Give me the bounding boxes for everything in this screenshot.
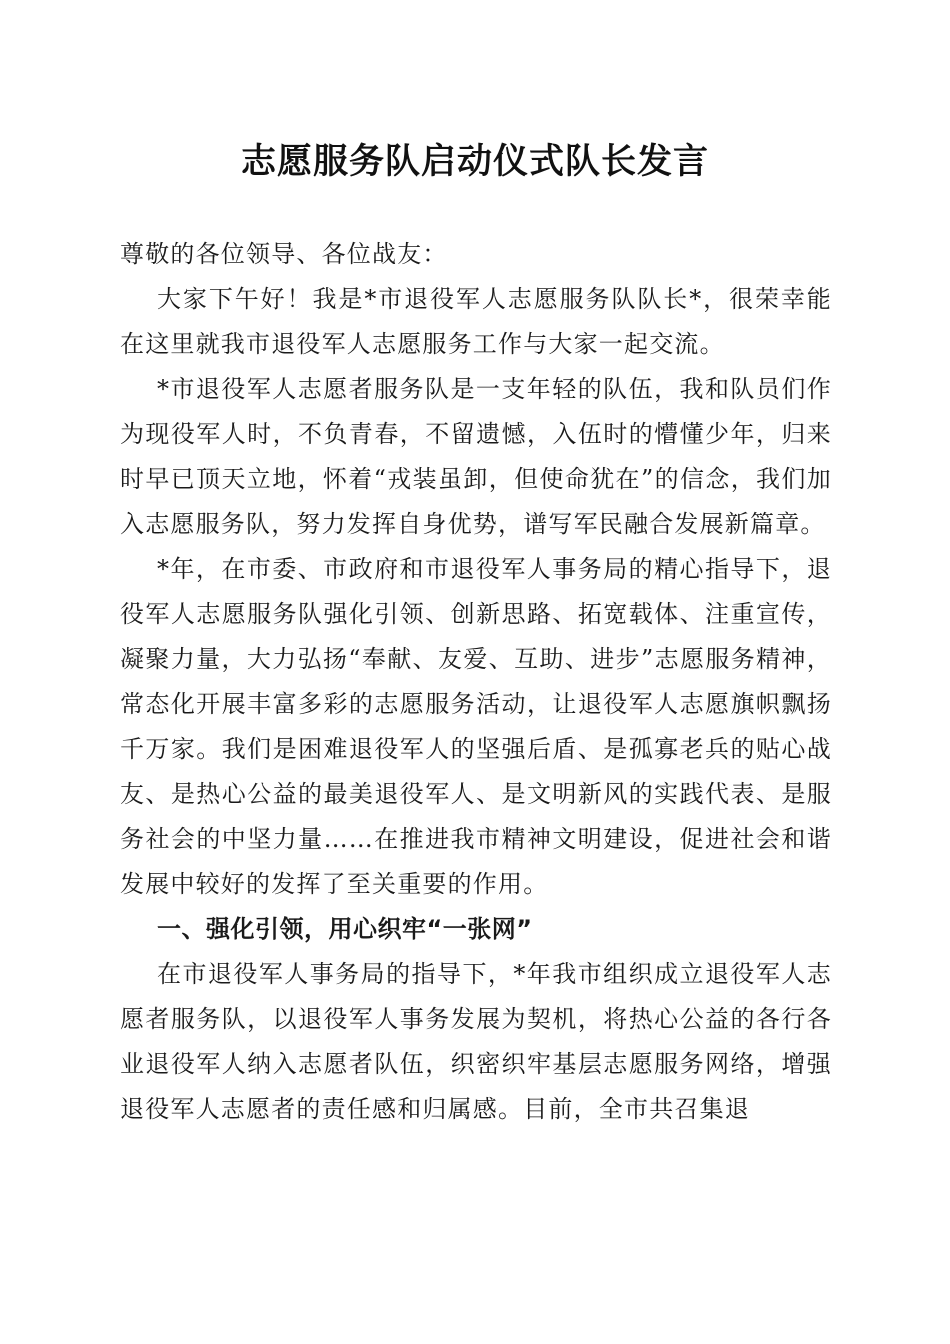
paragraph-team-intro: *市退役军人志愿者服务队是一支年轻的队伍，我和队员们作为现役军人时，不负青春，不留遗憾，入伍时的懵懂少年，归来时早已顶天立地，怀着“戎装虽卸，但使命犹在”的信念，我们加入志愿服务队，努力发挥自身优势，谱写军民融合发展新篇章。: [120, 375, 832, 538]
salutation: 尊敬的各位领导、各位战友：: [120, 240, 448, 268]
paragraph-greeting: 大家下午好！我是*市退役军人志愿服务队队长*，很荣幸能在这里就我市退役军人志愿服务工作与大家一起交流。: [120, 285, 832, 358]
document-title: 志愿服务队启动仪式队长发言: [240, 141, 709, 182]
section-heading: 一、强化引领，用心织牢“一张网”: [157, 915, 533, 943]
document-body: [120, 232, 832, 1132]
paragraph-achievements: *年，在市委、市政府和市退役军人事务局的精心指导下，退役军人志愿服务队强化引领、创新思路、拓宽载体、注重宣传，凝聚力量，大力弘扬“奉献、友爱、互助、进步”志愿服务精神，常态化开展丰富多彩的志愿服务活动，让退役军人志愿旗帜飘扬千万家。我们是困难退役军人的坚强后盾、是孤寡老兵的贴心战友、是热心公益的最美退役军人、是文明新风的实践代表、是服务社会的中坚力量……在推进我市精神文明建设，促进社会和谐发展中较好的发挥了至关重要的作用。: [120, 555, 832, 898]
section-paragraph: 在市退役军人事务局的指导下，*年我市组织成立退役军人志愿者服务队，以退役军人事务发展为契机，将热心公益的各行各业退役军人纳入志愿者队伍，织密织牢基层志愿服务网络，增强退役军人志愿者的责任感和归属感。目前，全市共召集退: [120, 960, 832, 1123]
